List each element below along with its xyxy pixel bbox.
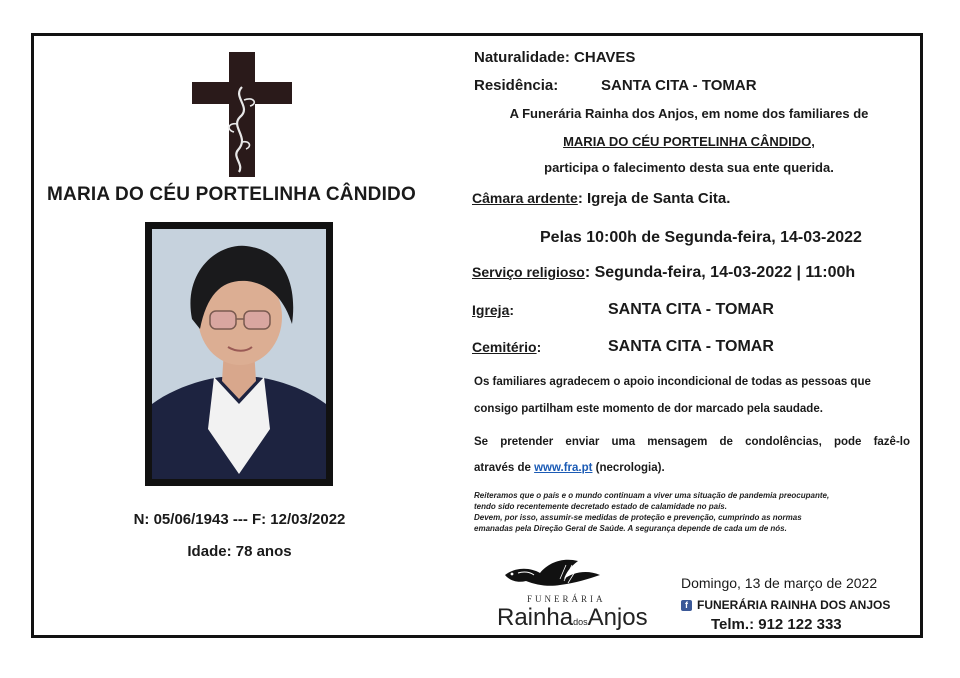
birth-death-dates: N: 05/06/1943 --- F: 12/03/2022	[133, 511, 346, 528]
covid-line1: Reiteramos que o país e o mundo continuam a viver uma situação de pandemia preocupante,	[474, 491, 830, 500]
announcement-line3: participa o falecimento desta sua ente querida.	[544, 160, 834, 175]
naturalidade-label: Naturalidade:	[474, 49, 570, 66]
servico-value: : Segunda-feira, 14-03-2022 | 11:00h	[584, 264, 856, 281]
igreja-row	[472, 302, 514, 320]
portrait-photo	[145, 222, 333, 486]
condolences-post: (necrologia).	[592, 462, 665, 474]
logo-rainha: Rainha	[497, 604, 574, 631]
condolences-line2	[474, 456, 665, 481]
cemiterio-value: SANTA CITA - TOMAR	[608, 338, 774, 355]
cross-icon	[192, 52, 292, 177]
igreja-value: SANTA CITA - TOMAR	[608, 301, 774, 318]
camara-value: : Igreja de Santa Cita.	[577, 190, 731, 207]
covid-notice	[474, 490, 910, 534]
covid-line4: emanadas pela Direção Geral de Saúde. A segurança depende de cada um de nós.	[474, 524, 787, 533]
thanks-line2: consigo partilham este momento de dor marcado pela saudade.	[474, 403, 823, 415]
facebook-page[interactable]: FUNERÁRIA RAINHA DOS ANJOS	[697, 598, 891, 612]
igreja-colon: :	[509, 302, 515, 318]
residencia-label: Residência:	[474, 77, 559, 94]
covid-line2: tendo sido recentemente decretado estado de calamidade no país.	[474, 502, 727, 511]
logo-wordmark	[497, 604, 648, 632]
residencia-value: SANTA CITA - TOMAR	[601, 77, 757, 94]
age-text: Idade: 78 anos	[187, 543, 292, 560]
website-link[interactable]: www.fra.pt	[534, 462, 593, 474]
logo-anjos: Anjos	[587, 604, 648, 631]
igreja-label: Igreja	[472, 302, 510, 318]
cemiterio-label: Cemitério	[472, 339, 537, 355]
naturalidade-value: CHAVES	[574, 49, 636, 66]
condolences-line1: Se pretender enviar uma mensagem de condolências, pode fazê-lo	[474, 436, 910, 448]
condolences-pre: através de	[474, 462, 535, 474]
deceased-name-title: MARIA DO CÉU PORTELINHA CÂNDIDO	[47, 184, 416, 205]
portrait-illustration	[152, 229, 326, 479]
camara-label: Câmara ardente	[472, 190, 578, 206]
servico-label: Serviço religioso	[472, 264, 585, 280]
covid-line3: Devem, por isso, assumir-se medidas de proteção e prevenção, cumprindo as normas	[474, 513, 802, 522]
naturalidade-row	[474, 49, 635, 66]
announcement-name: MARIA DO CÉU PORTELINHA CÂNDIDO,	[563, 134, 815, 149]
servico-row	[472, 264, 855, 282]
facebook-row	[681, 598, 890, 612]
logo-funeraria: FUNERÁRIA	[527, 594, 606, 604]
publication-date: Domingo, 13 de março de 2022	[681, 575, 878, 591]
cemiterio-row	[472, 339, 541, 357]
camara-ardente-row	[472, 190, 730, 207]
camara-time: Pelas 10:00h de Segunda-feira, 14-03-2022	[540, 229, 862, 246]
announcement-line1: A Funerária Rainha dos Anjos, em nome dos familiares de	[509, 106, 869, 121]
bird-logo-icon	[500, 553, 610, 593]
residencia-row	[474, 77, 558, 94]
logo-dos: dos	[573, 617, 588, 627]
cemiterio-colon: :	[536, 339, 542, 355]
phone-number: Telm.: 912 122 333	[711, 616, 842, 633]
thanks-line1: Os familiares agradecem o apoio incondicional de todas as pessoas que	[474, 376, 871, 388]
facebook-icon: f	[681, 600, 692, 611]
